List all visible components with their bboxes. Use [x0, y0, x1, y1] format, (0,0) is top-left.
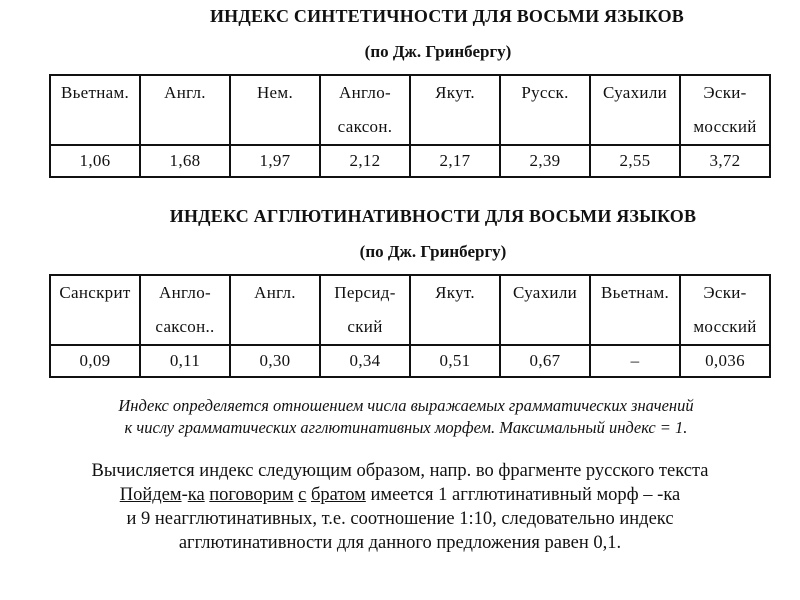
note-line-2: к числу грамматических агглютинативных морфем. Максимальный индекс = 1. [124, 418, 688, 437]
table1-header-cell: Нем. [230, 75, 320, 145]
table1-value-cell: 2,39 [500, 145, 590, 177]
table1-value-cell: 2,55 [590, 145, 680, 177]
table1-header-cell: Англо-саксон. [320, 75, 410, 145]
table2-value-cell: 0,67 [500, 345, 590, 377]
table1-header-cell: Англ. [140, 75, 230, 145]
explanation-line-3: и 9 неагглютинативных, т.е. соотношение 1:10, следовательно индекс [126, 509, 674, 529]
example-word: поговорим [209, 485, 294, 505]
table2-header-cell: Якут. [410, 275, 500, 345]
index-definition-note [0, 395, 800, 439]
example-hyphen: - [181, 485, 188, 505]
calculation-explanation [0, 459, 800, 555]
table2-value-cell: 0,30 [230, 345, 320, 377]
table2-title: ИНДЕКС АГГЛЮТИНАТИВНОСТИ ДЛЯ ВОСЬМИ ЯЗЫКОВ [169, 206, 697, 226]
explanation-example-line [0, 483, 800, 507]
table2-value-row [50, 345, 770, 377]
table2-header-row [50, 275, 770, 345]
example-word: братом [311, 485, 366, 505]
example-word: ка [187, 485, 205, 505]
table1-value-row [50, 145, 770, 177]
note-line-1: Индекс определяется отношением числа выражаемых грамматических значений [118, 396, 694, 415]
table2-header-cell: Персид-ский [320, 275, 410, 345]
table1-header-cell: Русск. [500, 75, 590, 145]
table2-value-cell: 0,34 [320, 345, 410, 377]
table1-value-cell: 1,06 [50, 145, 140, 177]
table1-value-cell: 2,17 [410, 145, 500, 177]
table2-value-cell: 0,11 [140, 345, 230, 377]
table1-header-cell: Суахили [590, 75, 680, 145]
table2-header-cell: Вьетнам. [590, 275, 680, 345]
explanation-line-1: Вычисляется индекс следующим образом, напр. во фрагменте русского текста [91, 461, 709, 481]
table2-value-cell: – [590, 345, 680, 377]
table1-header-cell: Вьетнам. [50, 75, 140, 145]
explanation-line-4: агглютинативности для данного предложения равен 0,1. [178, 533, 622, 553]
agglutination-index-table [49, 274, 771, 378]
example-rest-text: имеется 1 агглютинативный морф – -ка [370, 485, 681, 505]
table1-value-cell: 1,97 [230, 145, 320, 177]
table1-header-row [50, 75, 770, 145]
table2-header-cell: Санскрит [50, 275, 140, 345]
synthetic-index-table [49, 74, 771, 178]
table2-header-cell: Суахили [500, 275, 590, 345]
table1-subtitle: (по Дж. Гринбергу) [364, 42, 512, 61]
table2-value-cell: 0,09 [50, 345, 140, 377]
table2-header-cell: Эски-мосский [680, 275, 770, 345]
table1-value-cell: 2,12 [320, 145, 410, 177]
table1-value-cell: 3,72 [680, 145, 770, 177]
table1-header-cell: Эски-мосский [680, 75, 770, 145]
example-word: Пойдем [119, 485, 182, 505]
table1-title: ИНДЕКС СИНТЕТИЧНОСТИ ДЛЯ ВОСЬМИ ЯЗЫКОВ [209, 6, 685, 26]
table2-value-cell: 0,51 [410, 345, 500, 377]
table2-subtitle: (по Дж. Гринбергу) [359, 242, 507, 261]
table2-value-cell: 0,036 [680, 345, 770, 377]
table1-header-cell: Якут. [410, 75, 500, 145]
table2-header-cell: Англо-саксон.. [140, 275, 230, 345]
table2-header-cell: Англ. [230, 275, 320, 345]
table1-value-cell: 1,68 [140, 145, 230, 177]
example-word: с [298, 485, 307, 505]
